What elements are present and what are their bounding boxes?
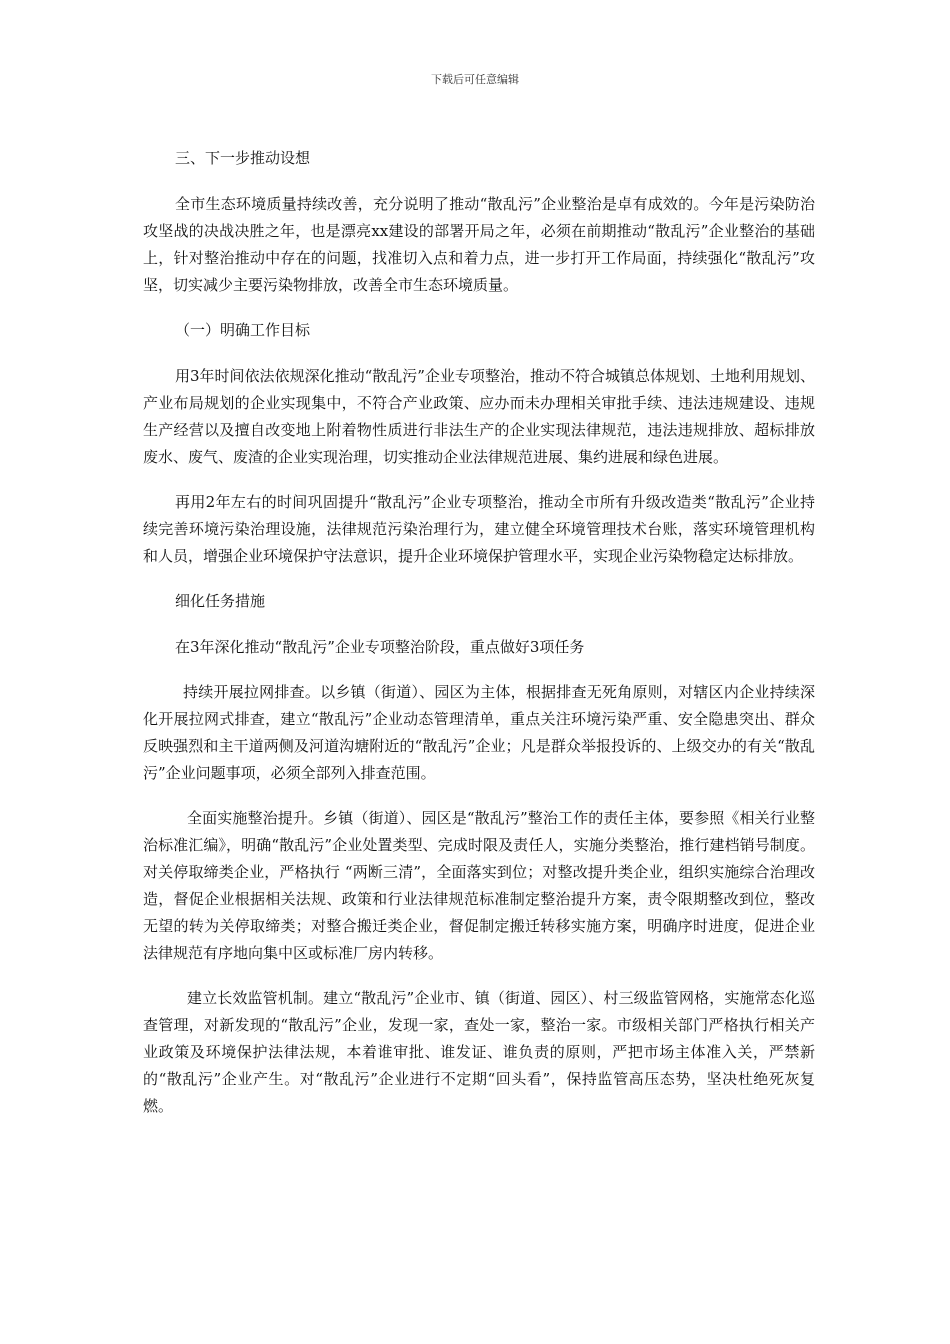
task-paragraph-1: 持续开展拉网排查。以乡镇（街道）、园区为主体，根据排查无死角原则，对辖区内企业持续深化开展拉网式排查，建立“散乱污”企业动态管理清单，重点关注环境污染严重、安全隐患突出、群众反映强烈和主干道两侧及河道沟塘附近的“散乱污”企业；凡是群众举报投诉的、上级交办的有关“散乱污”企业问题事项，必须全部列入排查范围。 xyxy=(143,683,815,782)
goal-paragraph-1: 用3年时间依法依规深化推动“散乱污”企业专项整治，推动不符合城镇总体规划、土地利用规划、产业布局规划的企业实现集中，不符合产业政策、应办而未办理相关审批手续、违法违规建设、违规生产经营以及擅自改变地上附着物性质进行非法生产的企业实现法律规范，违法违规排放、超标排放废水、废气、废渣的企业实现治理，切实推动企业法律规范进展、集约进展和绿色进展。 xyxy=(143,367,815,466)
intro-paragraph: 全市生态环境质量持续改善，充分说明了推动“散乱污”企业整治是卓有成效的。今年是污染防治攻坚战的决战决胜之年，也是漂亮xx建设的部署开局之年，必须在前期推动“散乱污”企业整治的基础上，针对整治推动中存在的问题，找准切入点和着力点，进一步打开工作局面，持续强化“散乱污”攻坚，切实减少主要污染物排放，改善全市生态环境质量。 xyxy=(143,195,815,294)
goal-paragraph-2: 再用2年左右的时间巩固提升“散乱污”企业专项整治，推动全市所有升级改造类“散乱污”企业持续完善环境污染治理设施，法律规范污染治理行为，建立健全环境管理技术台账，落实环境管理机构和人员，增强企业环境保护守法意识，提升企业环境保护管理水平，实现企业污染物稳定达标排放。 xyxy=(143,493,815,565)
task-paragraph-3: 建立长效监管机制。建立“散乱污”企业市、镇（街道、园区）、村三级监管网格，实施常态化巡查管理，对新发现的“散乱污”企业，发现一家，查处一家，整治一家。市级相关部门严格执行相关产业政策及环境保护法律法规，本着谁审批、谁发证、谁负责的原则，严把市场主体准入关，严禁新的“散乱污”企业产生。对“散乱污”企业进行不定期“回头看”，保持监管高压态势，坚决杜绝死灰复燃。 xyxy=(143,989,815,1115)
sub-heading-tasks: 细化任务措施 xyxy=(175,592,266,610)
document-body xyxy=(143,145,815,1138)
task-intro-paragraph: 在3年深化推动“散乱污”企业专项整治阶段，重点做好3项任务 xyxy=(175,638,585,656)
header-note: 下载后可任意编辑 xyxy=(431,73,519,86)
task-paragraph-2: 全面实施整治提升。乡镇（街道）、园区是“散乱污”整治工作的责任主体，要参照《相关行业整治标准汇编》，明确“散乱污”企业处置类型、完成时限及责任人，实施分类整治，推行建档销号制度。对关停取缔类企业，严格执行 “两断三清”，全面落实到位；对整改提升类企业，组织实施综合治理改造，督促企业根据相关法规、政策和行业法律规范标准制定整治提升方案，责令限期整改到位，整改无望的转为关停取缔类；对整合搬迁类企业，督促制定搬迁转移实施方案，明确序时进度，促进企业法律规范有序地向集中区或标准厂房内转移。 xyxy=(143,809,815,962)
sub-heading-goals: （一）明确工作目标 xyxy=(175,321,311,339)
section-title: 三、下一步推动设想 xyxy=(175,149,311,167)
